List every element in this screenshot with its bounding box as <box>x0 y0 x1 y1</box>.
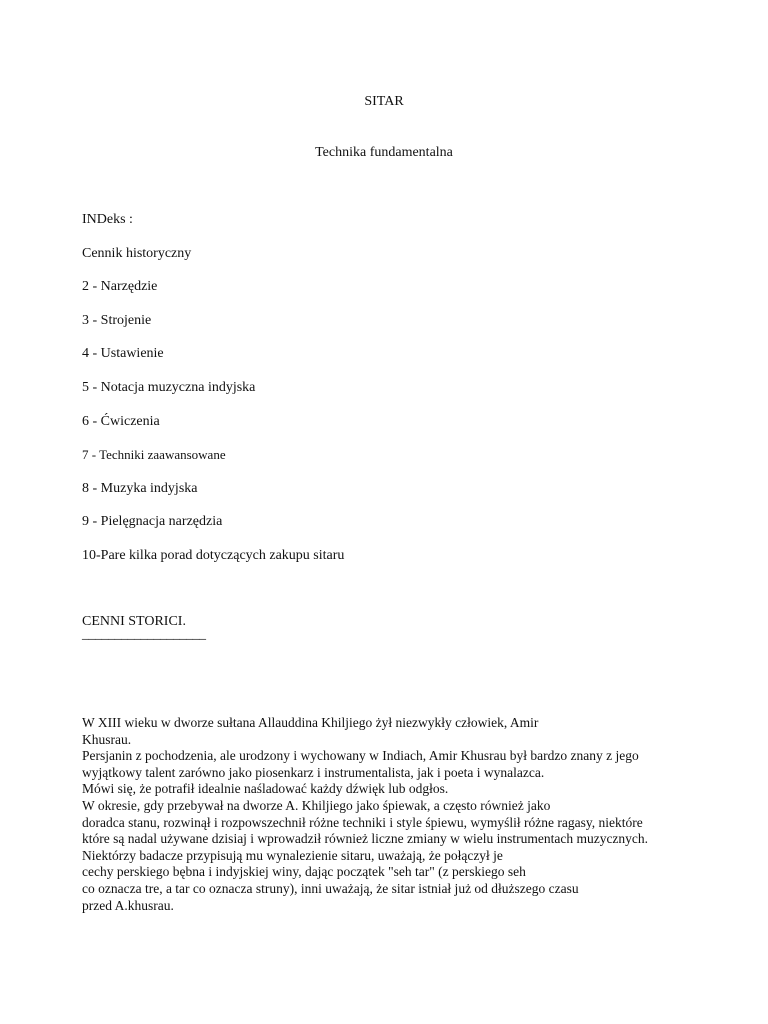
body-line: Mówi się, że potrafił idealnie naśladować każdy dźwięk lub odgłos. <box>82 781 449 797</box>
table-of-contents <box>82 212 344 582</box>
body-line: W XIII wieku w dworze sułtana Allauddina Khiljiego żył niezwykły człowiek, Amir <box>82 715 539 730</box>
body-line: które są nadal używane dzisiaj i wprowadził również liczne zmiany w wielu instrumentach muzycznych. <box>82 831 649 847</box>
section-underline: ___________________ <box>82 627 206 642</box>
body-line: doradca stanu, rozwinął i rozpowszechnił różne techniki i style śpiewu, wymyślił różne ragasy, niektóre <box>82 814 643 830</box>
toc-item: 10-Pare kilka porad dotyczących zakupu sitaru <box>82 547 345 563</box>
body-line: Persjanin z pochodzenia, ale urodzony i wychowany w Indiach, Amir Khusrau był bardzo znany z jego <box>82 748 639 764</box>
document-title: SITAR <box>364 94 404 109</box>
toc-heading: INDeks : <box>82 212 133 227</box>
toc-item: 9 - Pielęgnacja narzędzia <box>82 514 223 530</box>
toc-item: 8 - Muzyka indyjska <box>82 480 198 496</box>
toc-item: 2 - Narzędzie <box>82 279 158 295</box>
body-line: W okresie, gdy przebywał na dworze A. Khiljiego jako śpiewak, a często również jako <box>82 797 551 813</box>
section-heading: CENNI STORICI. <box>82 614 186 629</box>
toc-item: 3 - Strojenie <box>82 312 152 328</box>
body-line: przed A.khusrau. <box>82 897 174 913</box>
toc-item: 7 - Techniki zaawansowane <box>82 447 226 463</box>
body-line: Khusrau. <box>82 731 132 747</box>
toc-item: 4 - Ustawienie <box>82 346 164 362</box>
document-subtitle: Technika fundamentalna <box>315 145 453 160</box>
toc-item: Cennik historyczny <box>82 245 192 261</box>
toc-item: 5 - Notacja muzyczna indyjska <box>82 379 256 395</box>
body-line: cechy perskiego bębna i indyjskiej winy, dając początek "seh tar" (z perskiego seh <box>82 864 526 880</box>
body-line: Niektórzy badacze przypisują mu wynalezienie sitaru, uważają, że połączył je <box>82 847 503 863</box>
toc-item: 6 - Ćwiczenia <box>82 413 160 429</box>
body-line: wyjątkowy talent zarówno jako piosenkarz i instrumentalista, jak i poeta i wynalazca. <box>82 764 545 780</box>
body-line: co oznacza tre, a tar co oznacza struny), inni uważają, że sitar istniał już od dłuższego czasu <box>82 880 579 896</box>
section-body <box>82 715 742 914</box>
